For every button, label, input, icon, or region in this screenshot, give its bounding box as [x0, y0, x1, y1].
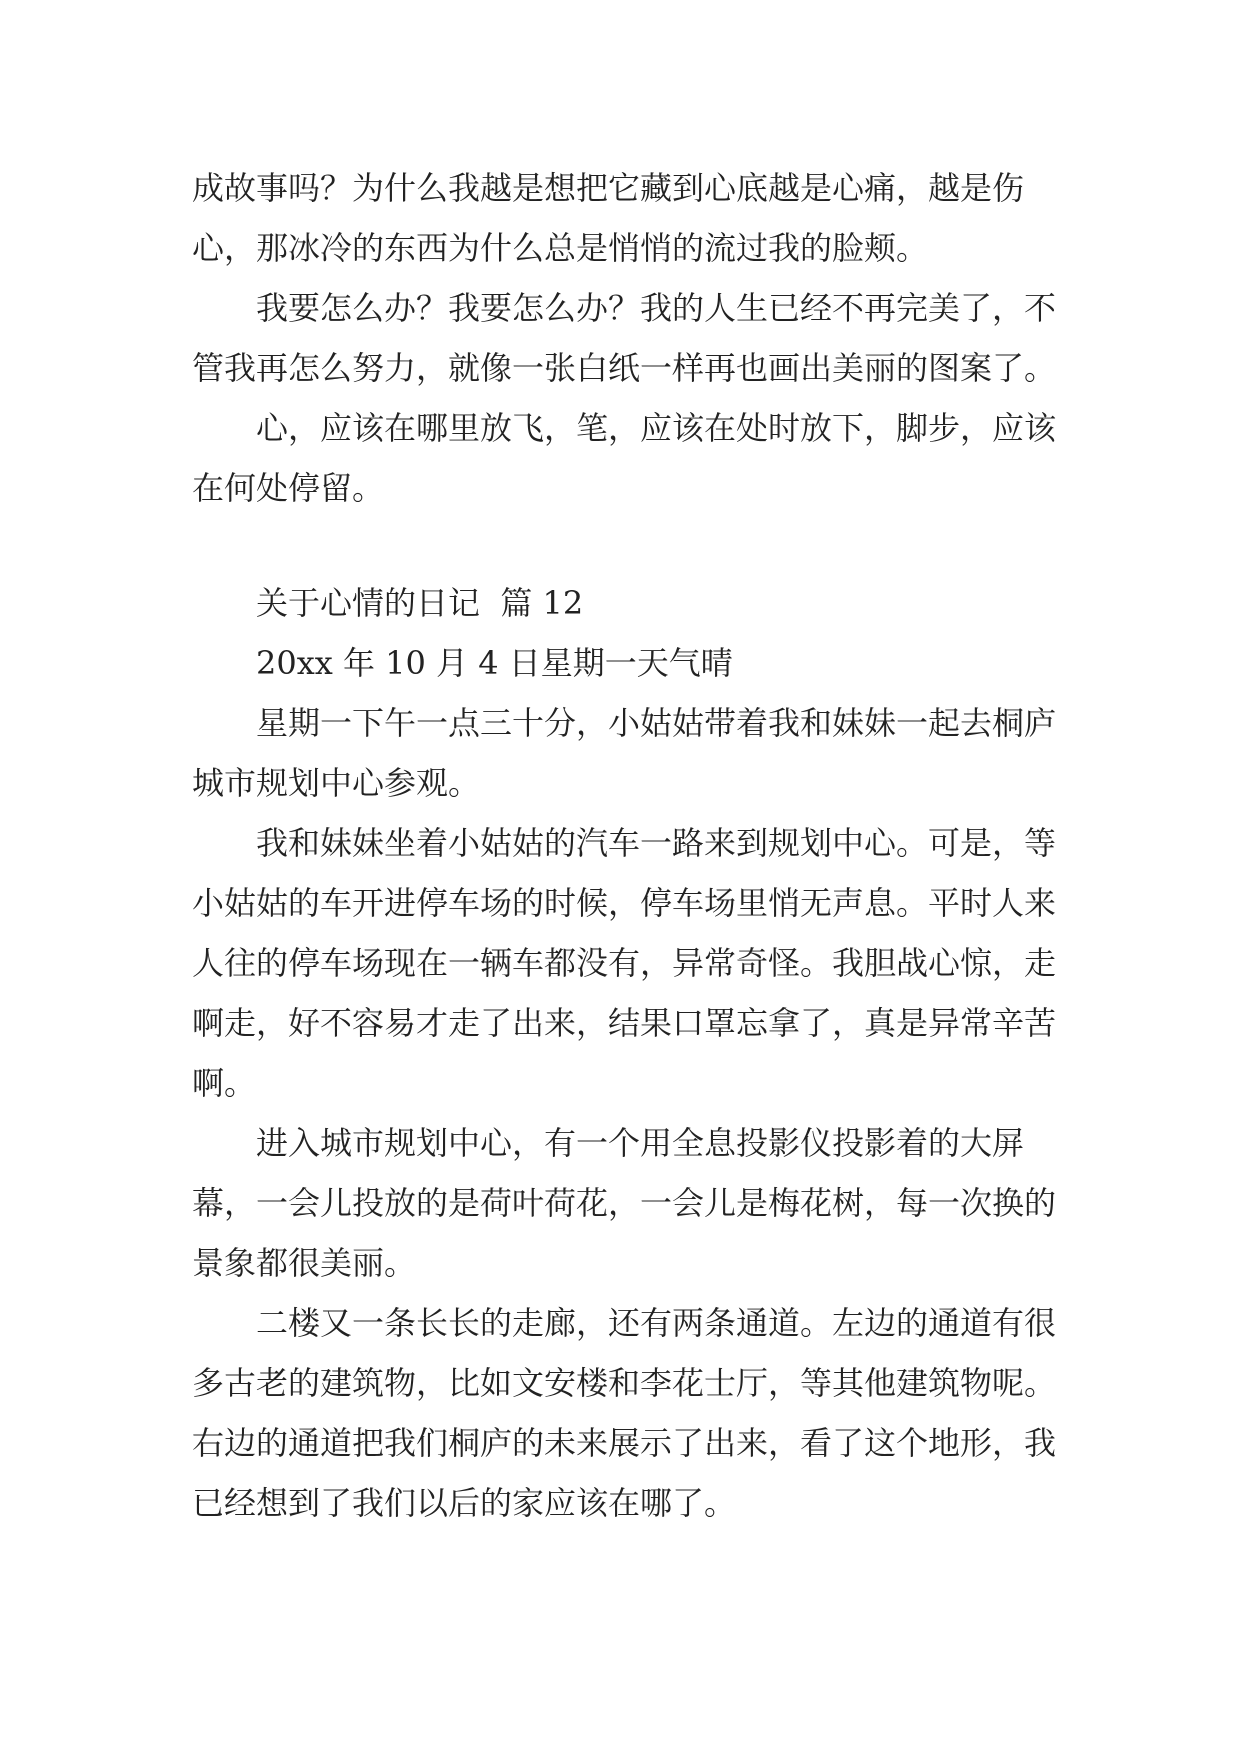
section-gap [192, 518, 1062, 573]
article-date-line: 20xx 年 10 月 4 日星期一天气晴 [256, 644, 733, 682]
paragraph: 我和妹妹坐着小姑姑的汽车一路来到规划中心。可是，等小姑姑的车开进停车场的时候，停车场里悄无声息。平时人来人往的停车场现在一辆车都没有，异常奇怪。我胆战心惊，走啊走，好不容易才走了出来，结果口罩忘拿了，真是异常辛苦啊。 [192, 824, 1057, 1102]
paragraph: 星期一下午一点三十分，小姑姑带着我和妹妹一起去桐庐城市规划中心参观。 [192, 704, 1057, 802]
article-title: 关于心情的日记 篇 12 [256, 584, 584, 622]
paragraph: 二楼又一条长长的走廊，还有两条通道。左边的通道有很多古老的建筑物，比如文安楼和李花士厅，等其他建筑物呢。右边的通道把我们桐庐的未来展示了出来，看了这个地形，我已经想到了我们以后的家应该在哪了。 [192, 1304, 1057, 1522]
paragraph: 心，应该在哪里放飞，笔，应该在处时放下，脚步，应该在何处停留。 [192, 409, 1057, 507]
document-body [192, 158, 1062, 1533]
paragraph: 我要怎么办？我要怎么办？我的人生已经不再完美了，不管我再怎么努力，就像一张白纸一样再也画出美丽的图案了。 [192, 289, 1057, 387]
paragraph-continuation: 成故事吗？为什么我越是想把它藏到心底越是心痛，越是伤心，那冰冷的东西为什么总是悄悄的流过我的脸颊。 [192, 169, 1025, 267]
paragraph: 进入城市规划中心，有一个用全息投影仪投影着的大屏幕，一会儿投放的是荷叶荷花，一会儿是梅花树，每一次换的景象都很美丽。 [192, 1124, 1057, 1282]
